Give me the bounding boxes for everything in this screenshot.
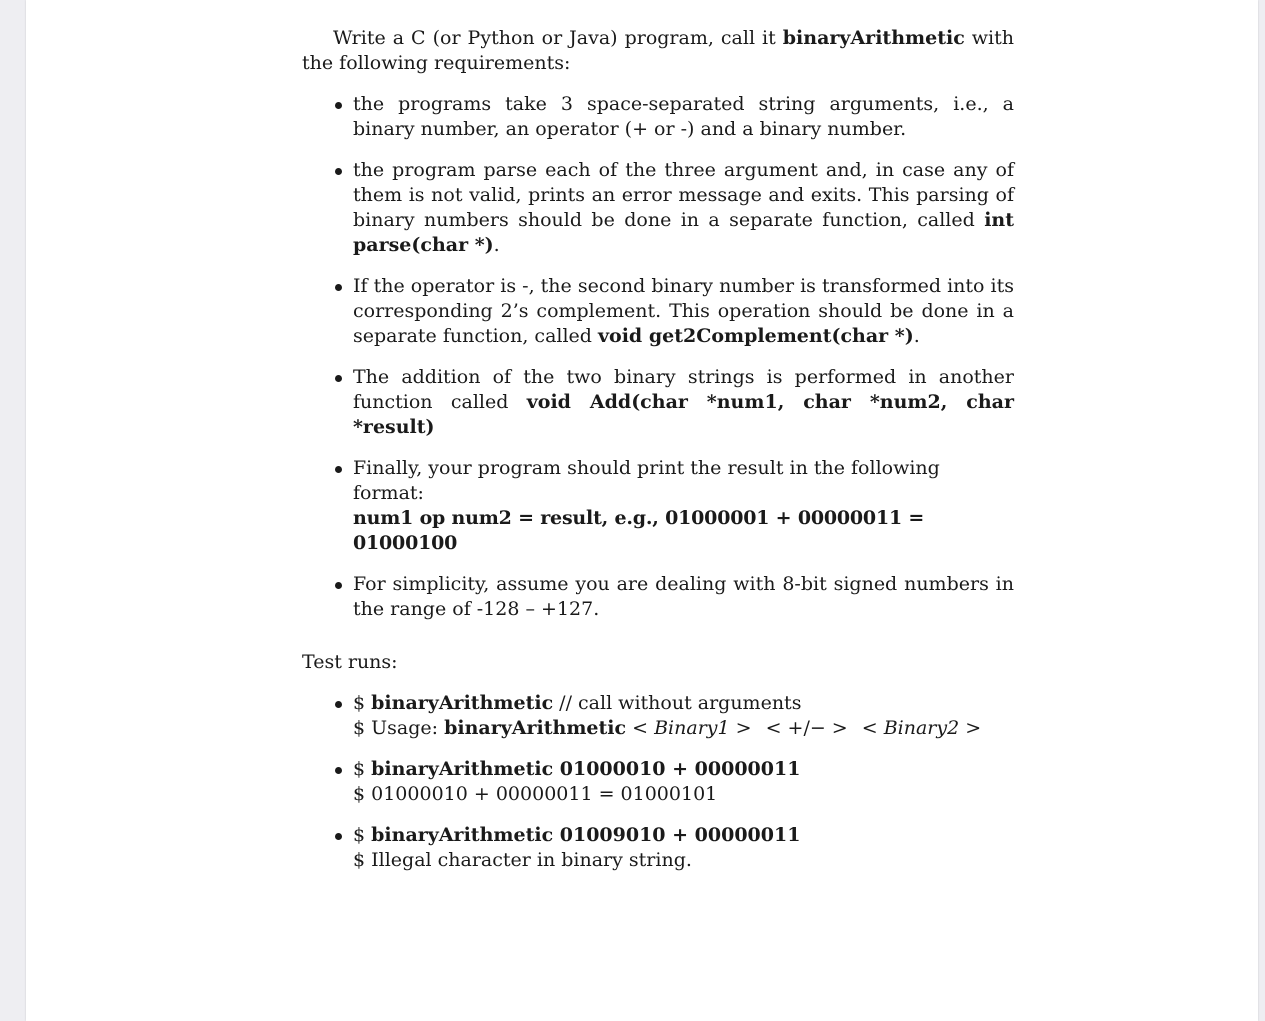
requirement-item: Finally, your program should print the result in the following format: num1 op num2 = result, e.g., 01000001 + 00000011 = 01000100	[302, 456, 1014, 556]
function-signature: void get2Complement(char *)	[598, 325, 914, 347]
intro-suffix: with the following requirements:	[302, 27, 1014, 74]
requirement-item: If the operator is -, the second binary number is transformed into its corresponding 2’s complement. This operation should be done in a separate function, called void get2Complement(char *).	[302, 274, 1014, 349]
requirements-list	[302, 92, 1014, 622]
bullet-icon	[335, 767, 342, 774]
intro-prefix: Write a C (or Python or Java) program, call it	[333, 27, 783, 49]
intro-paragraph	[302, 26, 1014, 76]
bullet-icon	[335, 701, 342, 708]
test-command: $ binaryArithmetic // call without arguments	[353, 692, 802, 714]
output-format: num1 op num2 = result, e.g., 01000001 + 00000011 = 01000100	[353, 507, 925, 554]
bullet-icon	[335, 466, 342, 473]
test-run-item	[302, 823, 1014, 873]
test-command: $ binaryArithmetic 01000010 + 00000011	[353, 758, 801, 780]
program-name: binaryArithmetic	[782, 27, 965, 49]
test-runs-heading: Test runs:	[302, 651, 398, 673]
test-run-item	[302, 691, 1014, 741]
bullet-icon	[335, 582, 342, 589]
bullet-icon	[335, 833, 342, 840]
requirement-item: For simplicity, assume you are dealing with 8-bit signed numbers in the range of -128 – +127.	[302, 572, 1014, 622]
requirement-item: the program parse each of the three argument and, in case any of them is not valid, prints an error message and exits. This parsing of binary numbers should be done in a separate function, called int parse(char *).	[302, 158, 1014, 258]
test-output: $ Illegal character in binary string.	[353, 849, 692, 871]
test-runs-list	[302, 691, 1014, 873]
bullet-icon	[335, 375, 342, 382]
requirement-item: The addition of the two binary strings is performed in another function called void Add(char *num1, char *num2, char *result)	[302, 365, 1014, 440]
bullet-icon	[335, 168, 342, 175]
test-run-item	[302, 757, 1014, 807]
requirement-item: the programs take 3 space-separated string arguments, i.e., a binary number, an operator (+ or -) and a binary number.	[302, 92, 1014, 142]
function-signature: void Add(char *num1, char *num2, char *result)	[353, 391, 1014, 438]
test-output: $ 01000010 + 00000011 = 01000101	[353, 783, 718, 805]
assignment-content	[302, 26, 1014, 889]
test-output: $ Usage: binaryArithmetic < Binary1 > < +/− > < Binary2 >	[353, 717, 982, 739]
document-page	[26, 0, 1258, 1021]
bullet-icon	[335, 284, 342, 291]
test-command: $ binaryArithmetic 01009010 + 00000011	[353, 824, 801, 846]
function-signature: int parse(char *)	[353, 209, 1014, 256]
bullet-icon	[335, 102, 342, 109]
